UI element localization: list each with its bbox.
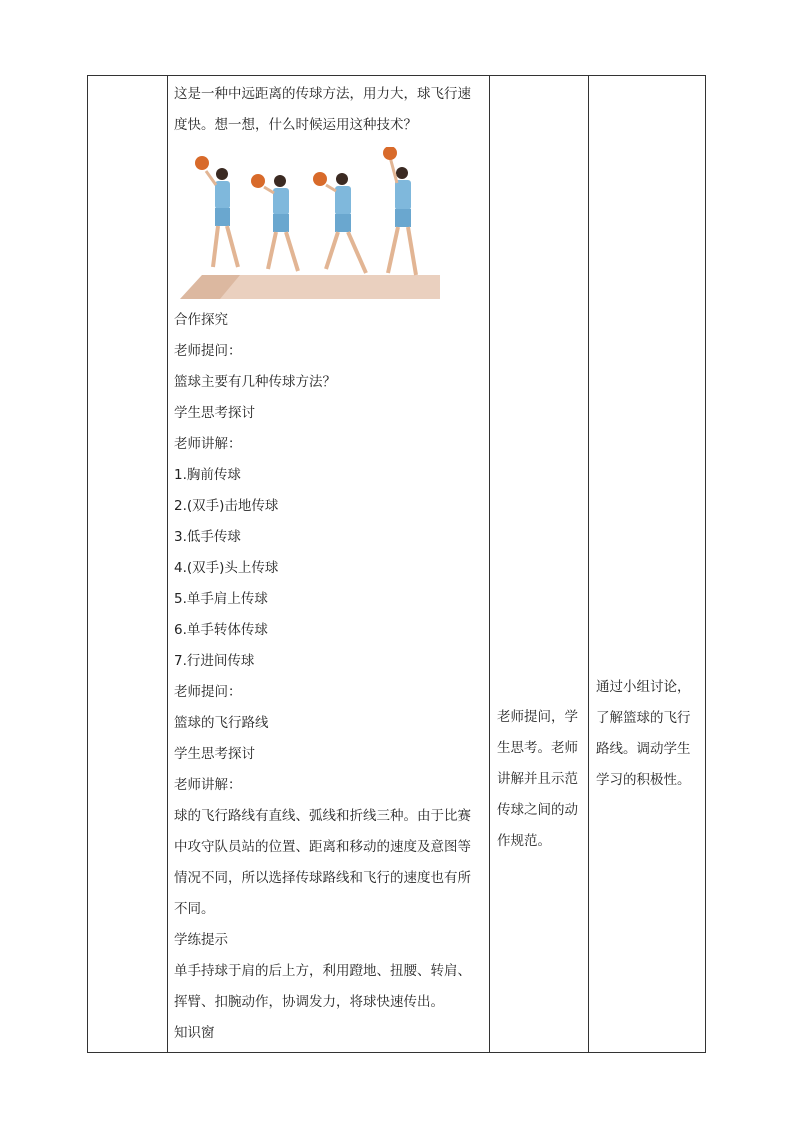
- line-2: 篮球主要有几种传球方法？: [174, 374, 336, 390]
- line-9: 5.单手肩上传球: [174, 591, 268, 607]
- line-12: 老师提问：: [174, 684, 242, 700]
- line-0: 合作探究: [174, 312, 228, 328]
- explanation-text: 球的飞行路线有直线、弧线和折线三种。由于比赛中攻守队员站的位置、距离和移动的速度及意图等情况不同，所以选择传球路线和飞行的速度也有所不同。: [174, 808, 471, 917]
- tips-title: 学练提示: [174, 932, 228, 948]
- knowledge-title: 知识窗: [174, 1025, 215, 1041]
- line-3: 学生思考探讨: [174, 405, 255, 421]
- line-6: 2.(双手)击地传球: [174, 498, 279, 514]
- line-10: 6.单手转体传球: [174, 622, 268, 638]
- design-intent-text: 通过小组讨论，了解篮球的飞行路线。调动学生学习的积极性。: [596, 679, 691, 788]
- line-7: 3.低手传球: [174, 529, 241, 545]
- content-column: [168, 76, 489, 1052]
- line-8: 4.(双手)头上传球: [174, 560, 279, 576]
- line-13: 篮球的飞行路线: [174, 715, 269, 731]
- lesson-table: [87, 75, 706, 1053]
- tips-text: 单手持球于肩的后上方，利用蹬地、扭腰、转肩、挥臂、扣腕动作，协调发力，将球快速传出。: [174, 963, 471, 1010]
- passing-action-photo: [180, 147, 440, 299]
- line-15: 老师讲解：: [174, 777, 242, 793]
- design-intent-column: [589, 76, 705, 1052]
- line-14: 学生思考探讨: [174, 746, 255, 762]
- line-1: 老师提问：: [174, 343, 242, 359]
- teacher-activity-text: 老师提问，学生思考。老师讲解并且示范传球之间的动作规范。: [497, 709, 578, 849]
- teacher-activity-column: [490, 76, 588, 1052]
- line-11: 7.行进间传球: [174, 653, 255, 669]
- intro-text: 这是一种中远距离的传球方法，用力大，球飞行速度快。想一想，什么时候运用这种技术？: [174, 86, 471, 133]
- line-4: 老师讲解：: [174, 436, 242, 452]
- line-5: 1.胸前传球: [174, 467, 241, 483]
